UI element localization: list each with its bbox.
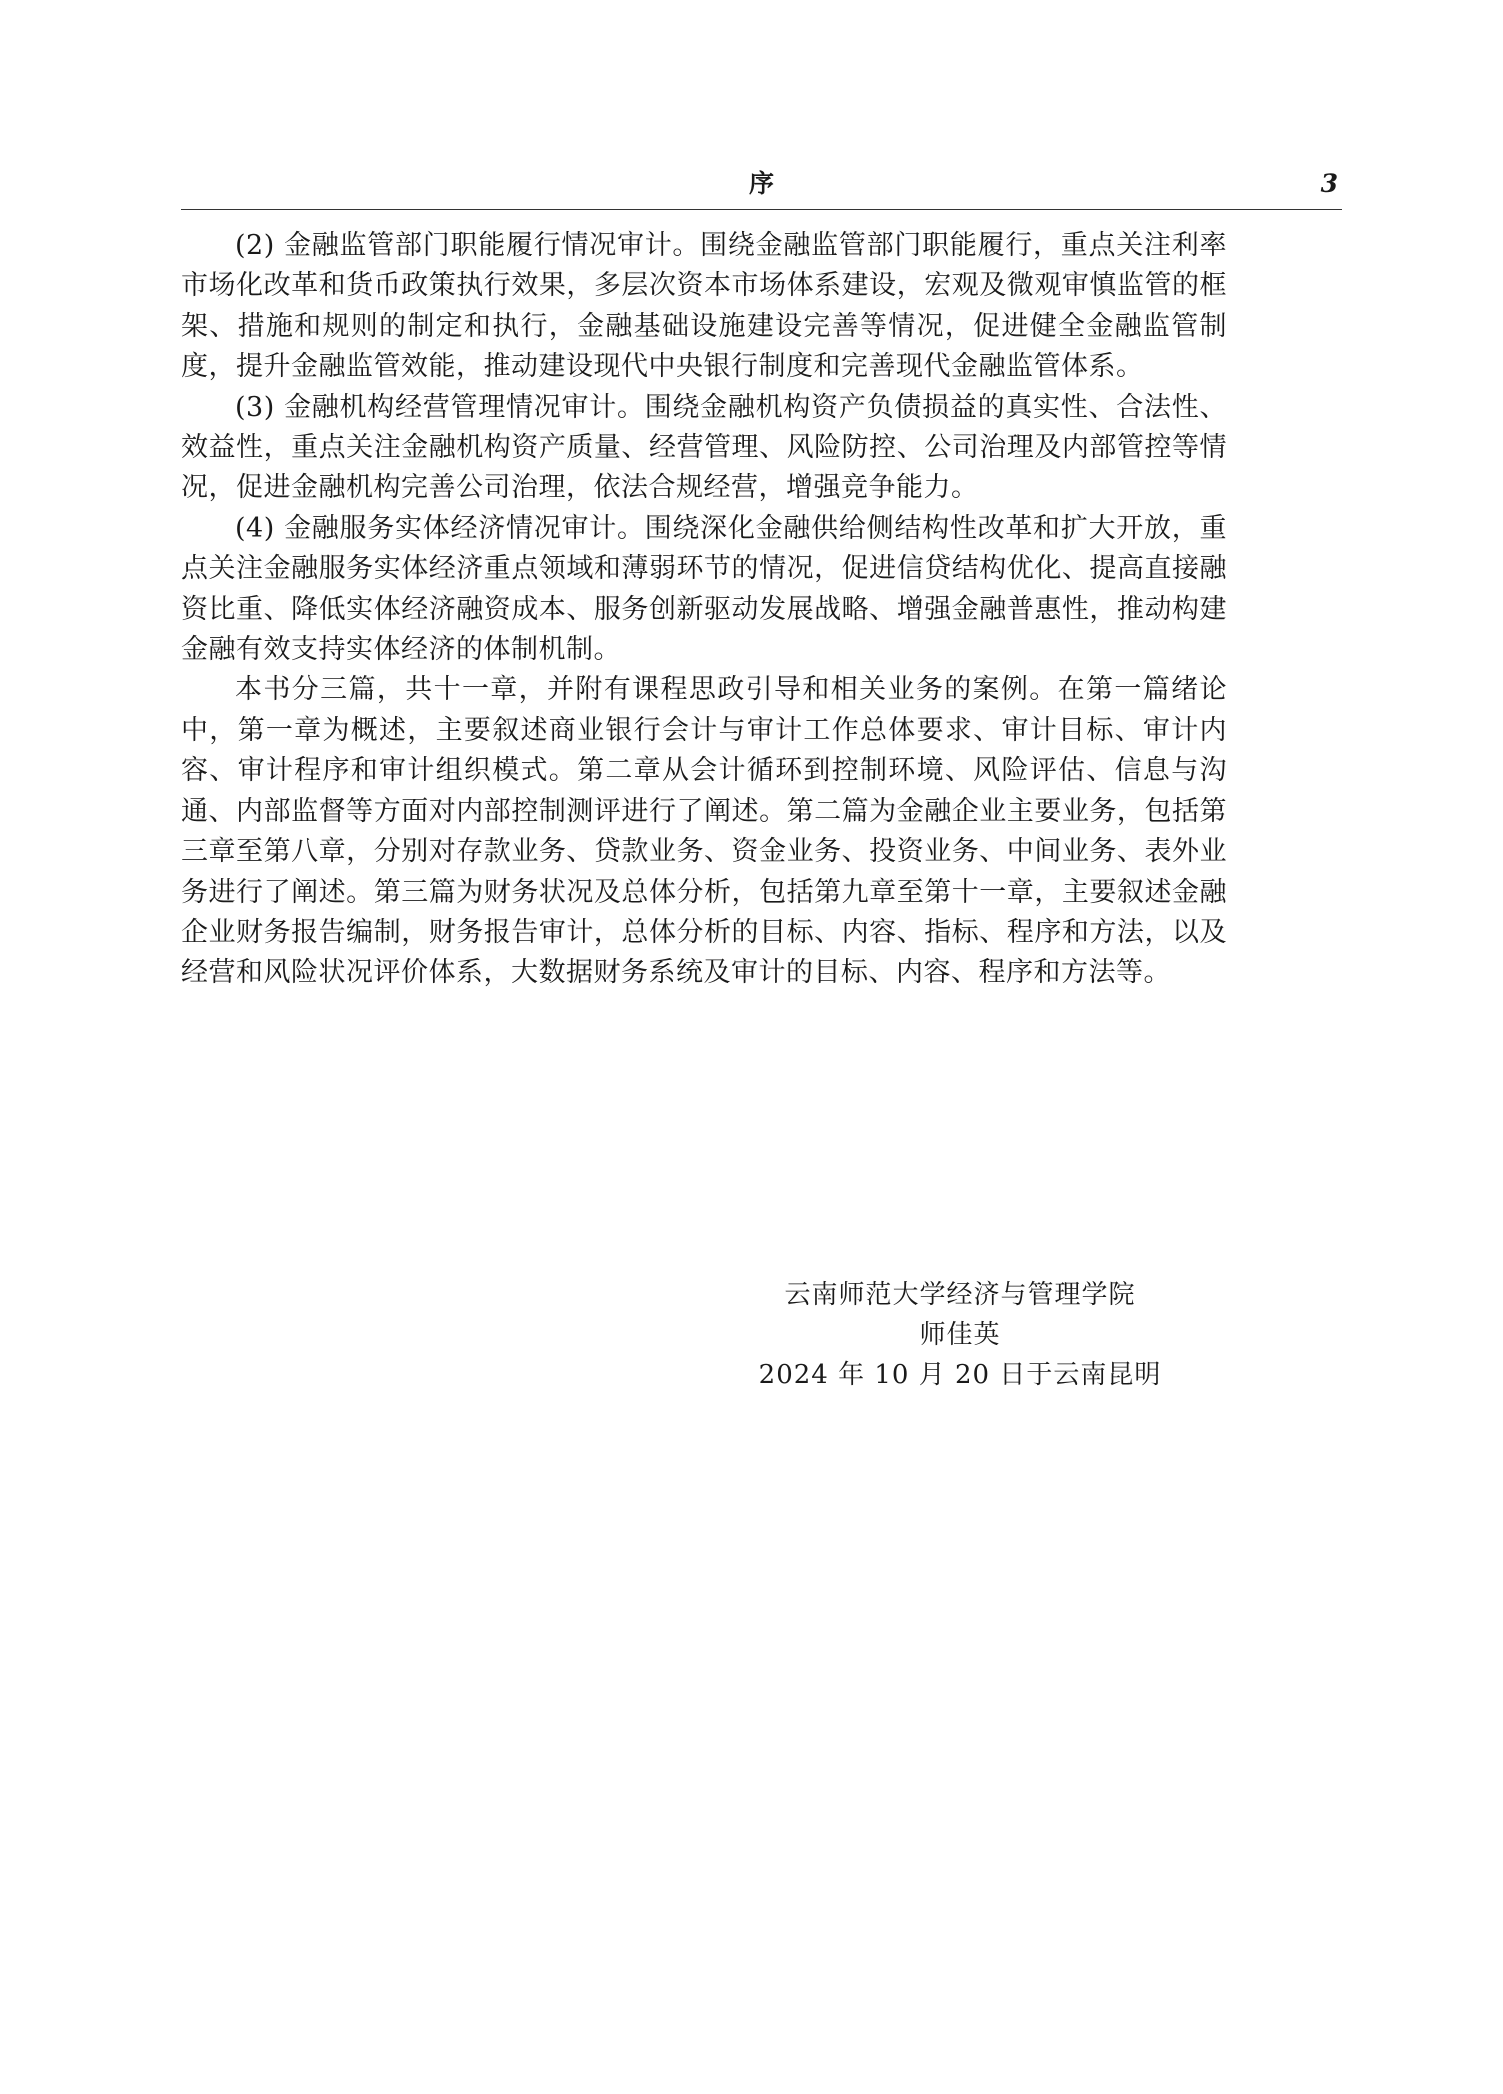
paragraph-financial-institution-audit: (3) 金融机构经营管理情况审计。围绕金融机构资产负债损益的真实性、合法性、效益性，重点关注金融机构资产质量、经营管理、风险防控、公司治理及内部管控等情况，促进金融机构完善公司治理，依法合规经营，增强竞争能力。: [181, 391, 1227, 504]
signature-institution: 云南师范大学经济与管理学院: [784, 1280, 1136, 1310]
running-header: [181, 168, 1342, 208]
signature-date-place: 2024 年 10 月 20 日于云南昆明: [758, 1360, 1162, 1390]
header-rule: [181, 209, 1342, 210]
header-title: 序: [748, 169, 774, 198]
page-number: 3: [1320, 169, 1338, 198]
signature-author: 师佳英: [919, 1320, 1001, 1350]
paragraph-book-structure: 本书分三篇，共十一章，并附有课程思政引导和相关业务的案例。在第一篇绪论中，第一章为概述，主要叙述商业银行会计与审计工作总体要求、审计目标、审计内容、审计程序和审计组织模式。第二章从会计循环到控制环境、风险评估、信息与沟通、内部监督等方面对内部控制测评进行了阐述。第二篇为金融企业主要业务，包括第三章至第八章，分别对存款业务、贷款业务、资金业务、投资业务、中间业务、表外业务进行了阐述。第三篇为财务状况及总体分析，包括第九章至第十一章，主要叙述金融企业财务报告编制，财务报告审计，总体分析的目标、内容、指标、程序和方法，以及经营和风险状况评价体系，大数据财务系统及审计的目标、内容、程序和方法等。: [181, 674, 1227, 989]
paragraph-financial-regulation-audit: (2) 金融监管部门职能履行情况审计。围绕金融监管部门职能履行，重点关注利率市场化改革和货币政策执行效果，多层次资本市场体系建设，宏观及微观审慎监管的框架、措施和规则的制定和执行，金融基础设施建设完善等情况，促进健全金融监管制度，提升金融监管效能，推动建设现代中央银行制度和完善现代金融监管体系。: [181, 230, 1227, 383]
signature-block: [740, 1275, 1180, 1395]
paragraph-real-economy-audit: (4) 金融服务实体经济情况审计。围绕深化金融供给侧结构性改革和扩大开放，重点关注金融服务实体经济重点领域和薄弱环节的情况，促进信贷结构优化、提高直接融资比重、降低实体经济融资成本、服务创新驱动发展战略、增强金融普惠性，推动构建金融有效支持实体经济的体制机制。: [181, 512, 1227, 666]
body-text: [181, 226, 1227, 994]
